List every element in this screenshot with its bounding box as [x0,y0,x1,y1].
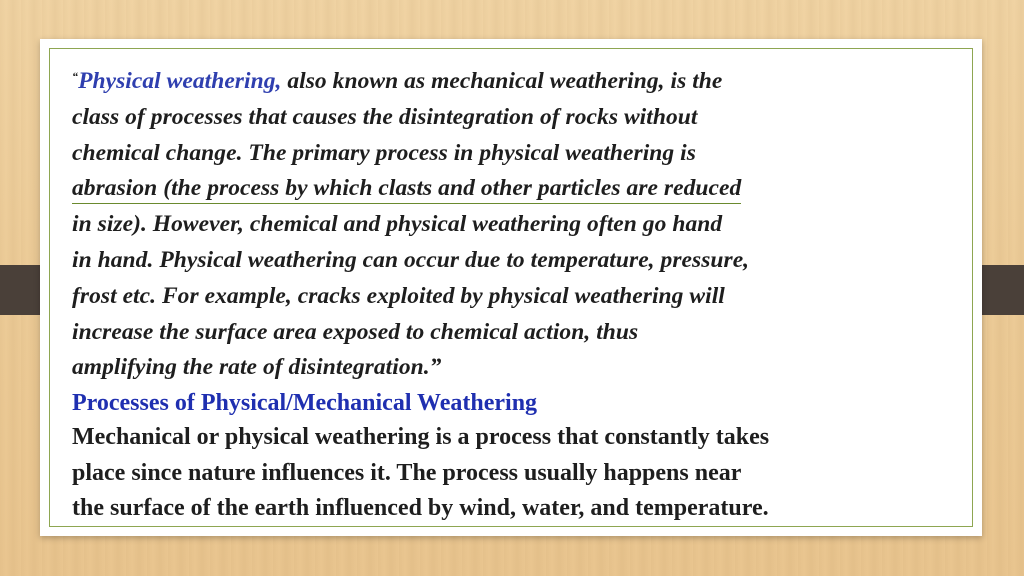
quote-line-4-wrapper [72,171,972,207]
opening-quote-mark: “ [72,69,79,83]
definition-quote [72,59,972,386]
quote-line-1-rest: also known as mechanical weathering, is the [281,68,723,94]
body-paragraph [72,420,972,527]
quote-line-4: abrasion (the process by which clasts and other particles are reduced [72,173,741,204]
body-line-3: the surface of the earth influenced by wind, water, and temperature. [72,495,769,522]
quote-line-1 [72,59,972,100]
quote-line-2: class of processes that causes the disintegration of rocks without [72,103,698,130]
quote-line-8: increase the surface area exposed to chemical action, thus [72,318,639,345]
quote-line-7: frost etc. For example, cracks exploited by physical weathering will [72,282,725,309]
quote-line-6: in hand. Physical weathering can occur due to temperature, pressure, [72,246,750,273]
slide-content [72,59,972,527]
quote-line-5: in size). However, chemical and physical weathering often go hand [72,211,723,238]
quote-line-3: chemical change. The primary process in physical weathering is [72,139,696,166]
slide-card [40,39,982,536]
quote-highlight-term: Physical weathering, [78,68,282,94]
section-heading: Processes of Physical/Mechanical Weathering [72,390,538,417]
body-line-2: place since nature influences it. The process usually happens near [72,459,742,486]
quote-line-9: amplifying the rate of disintegration.” [72,354,442,381]
body-line-1: Mechanical or physical weathering is a process that constantly takes [72,424,770,451]
